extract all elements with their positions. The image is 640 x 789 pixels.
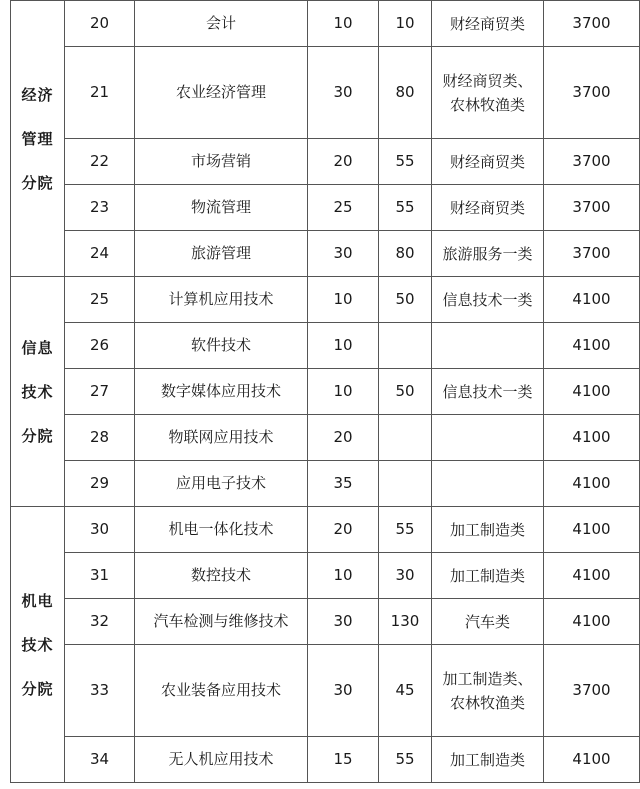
serial-number-cell: 28 [65, 415, 135, 461]
plan-count-a-cell: 10 [308, 1, 379, 47]
serial-number-cell: 30 [65, 507, 135, 553]
serial-number-cell: 21 [65, 47, 135, 139]
plan-count-b-cell: 55 [379, 507, 432, 553]
major-name-cell: 软件技术 [135, 323, 308, 369]
major-name-cell: 汽车检测与维修技术 [135, 599, 308, 645]
tuition-cell: 4100 [544, 461, 640, 507]
department-name-line: 管理 [21, 129, 54, 148]
department-name-line: 分院 [21, 679, 54, 698]
plan-count-b-cell [379, 415, 432, 461]
plan-count-a-cell: 10 [308, 553, 379, 599]
major-name-cell: 市场营销 [135, 139, 308, 185]
tuition-cell: 3700 [544, 1, 640, 47]
category-cell [432, 139, 544, 185]
category-cell [432, 47, 544, 139]
category-cell [432, 231, 544, 277]
category-line: 旅游服务一类 [442, 244, 533, 263]
category-cell [432, 507, 544, 553]
category-line: 加工制造类 [449, 750, 525, 769]
major-name-cell: 农业经济管理 [135, 47, 308, 139]
category-cell [432, 185, 544, 231]
category-line: 加工制造类、 [442, 669, 533, 688]
table-row [11, 415, 640, 461]
table-row [11, 737, 640, 783]
category-line: 财经商贸类 [449, 14, 525, 33]
plan-count-b-cell: 55 [379, 737, 432, 783]
table-row [11, 323, 640, 369]
tuition-cell: 3700 [544, 231, 640, 277]
plan-count-a-cell: 15 [308, 737, 379, 783]
tuition-cell: 3700 [544, 47, 640, 139]
major-name-cell: 机电一体化技术 [135, 507, 308, 553]
plan-count-b-cell: 55 [379, 139, 432, 185]
category-line: 信息技术一类 [442, 290, 533, 309]
category-cell [432, 645, 544, 737]
category-cell [432, 737, 544, 783]
table-row [11, 507, 640, 553]
table-row [11, 231, 640, 277]
tuition-cell: 4100 [544, 415, 640, 461]
table-row [11, 139, 640, 185]
plan-count-b-cell: 45 [379, 645, 432, 737]
major-name-cell: 物联网应用技术 [135, 415, 308, 461]
category-line: 农林牧渔类 [449, 693, 525, 712]
serial-number-cell: 20 [65, 1, 135, 47]
category-line: 汽车类 [464, 612, 510, 631]
plan-count-b-cell: 80 [379, 231, 432, 277]
plan-count-a-cell: 20 [308, 507, 379, 553]
category-cell [432, 415, 544, 461]
department-cell [11, 277, 65, 507]
serial-number-cell: 31 [65, 553, 135, 599]
plan-count-b-cell: 10 [379, 1, 432, 47]
major-name-cell: 物流管理 [135, 185, 308, 231]
plan-count-b-cell [379, 323, 432, 369]
category-cell [432, 323, 544, 369]
table-row [11, 47, 640, 139]
tuition-cell: 4100 [544, 599, 640, 645]
major-name-cell: 会计 [135, 1, 308, 47]
tuition-cell: 3700 [544, 645, 640, 737]
serial-number-cell: 34 [65, 737, 135, 783]
major-name-cell: 计算机应用技术 [135, 277, 308, 323]
plan-count-b-cell: 50 [379, 277, 432, 323]
table-row [11, 1, 640, 47]
plan-count-a-cell: 30 [308, 231, 379, 277]
plan-count-a-cell: 30 [308, 645, 379, 737]
major-name-cell: 数控技术 [135, 553, 308, 599]
plan-count-b-cell: 80 [379, 47, 432, 139]
table-row [11, 185, 640, 231]
serial-number-cell: 24 [65, 231, 135, 277]
plan-count-a-cell: 10 [308, 277, 379, 323]
plan-count-b-cell: 55 [379, 185, 432, 231]
tuition-cell: 3700 [544, 139, 640, 185]
department-cell [11, 1, 65, 277]
table-body [11, 1, 640, 783]
category-cell [432, 599, 544, 645]
plan-count-b-cell: 50 [379, 369, 432, 415]
department-name-line: 分院 [21, 173, 54, 192]
category-cell [432, 369, 544, 415]
serial-number-cell: 27 [65, 369, 135, 415]
category-cell [432, 553, 544, 599]
tuition-cell: 4100 [544, 277, 640, 323]
serial-number-cell: 29 [65, 461, 135, 507]
table-row [11, 599, 640, 645]
department-name-line: 信息 [21, 338, 54, 357]
department-name-line: 分院 [21, 426, 54, 445]
table-row [11, 461, 640, 507]
department-name-line: 机电 [21, 591, 54, 610]
department-name-line: 技术 [21, 635, 54, 654]
major-name-cell: 农业装备应用技术 [135, 645, 308, 737]
tuition-cell: 4100 [544, 553, 640, 599]
plan-count-a-cell: 10 [308, 369, 379, 415]
serial-number-cell: 33 [65, 645, 135, 737]
serial-number-cell: 25 [65, 277, 135, 323]
plan-count-b-cell: 130 [379, 599, 432, 645]
serial-number-cell: 32 [65, 599, 135, 645]
category-line: 财经商贸类 [449, 198, 525, 217]
serial-number-cell: 26 [65, 323, 135, 369]
table-row [11, 369, 640, 415]
category-line: 财经商贸类、 [442, 71, 533, 90]
category-line: 加工制造类 [449, 520, 525, 539]
major-name-cell: 无人机应用技术 [135, 737, 308, 783]
department-name-line: 经济 [21, 85, 54, 104]
category-cell [432, 1, 544, 47]
tuition-cell: 3700 [544, 185, 640, 231]
tuition-cell: 4100 [544, 323, 640, 369]
tuition-cell: 4100 [544, 507, 640, 553]
table-row [11, 645, 640, 737]
tuition-cell: 4100 [544, 369, 640, 415]
plan-count-a-cell: 30 [308, 599, 379, 645]
plan-count-a-cell: 20 [308, 139, 379, 185]
category-line: 财经商贸类 [449, 152, 525, 171]
category-line: 农林牧渔类 [449, 95, 525, 114]
category-line: 信息技术一类 [442, 382, 533, 401]
table-row [11, 553, 640, 599]
tuition-cell: 4100 [544, 737, 640, 783]
major-name-cell: 应用电子技术 [135, 461, 308, 507]
plan-count-a-cell: 10 [308, 323, 379, 369]
enrollment-plan-table [10, 0, 640, 783]
plan-count-a-cell: 30 [308, 47, 379, 139]
category-cell [432, 277, 544, 323]
major-name-cell: 数字媒体应用技术 [135, 369, 308, 415]
plan-count-b-cell: 30 [379, 553, 432, 599]
table-row [11, 277, 640, 323]
category-cell [432, 461, 544, 507]
serial-number-cell: 23 [65, 185, 135, 231]
plan-count-a-cell: 20 [308, 415, 379, 461]
department-name-line: 技术 [21, 382, 54, 401]
serial-number-cell: 22 [65, 139, 135, 185]
plan-count-b-cell [379, 461, 432, 507]
department-cell [11, 507, 65, 783]
plan-count-a-cell: 35 [308, 461, 379, 507]
plan-count-a-cell: 25 [308, 185, 379, 231]
major-name-cell: 旅游管理 [135, 231, 308, 277]
category-line: 加工制造类 [449, 566, 525, 585]
